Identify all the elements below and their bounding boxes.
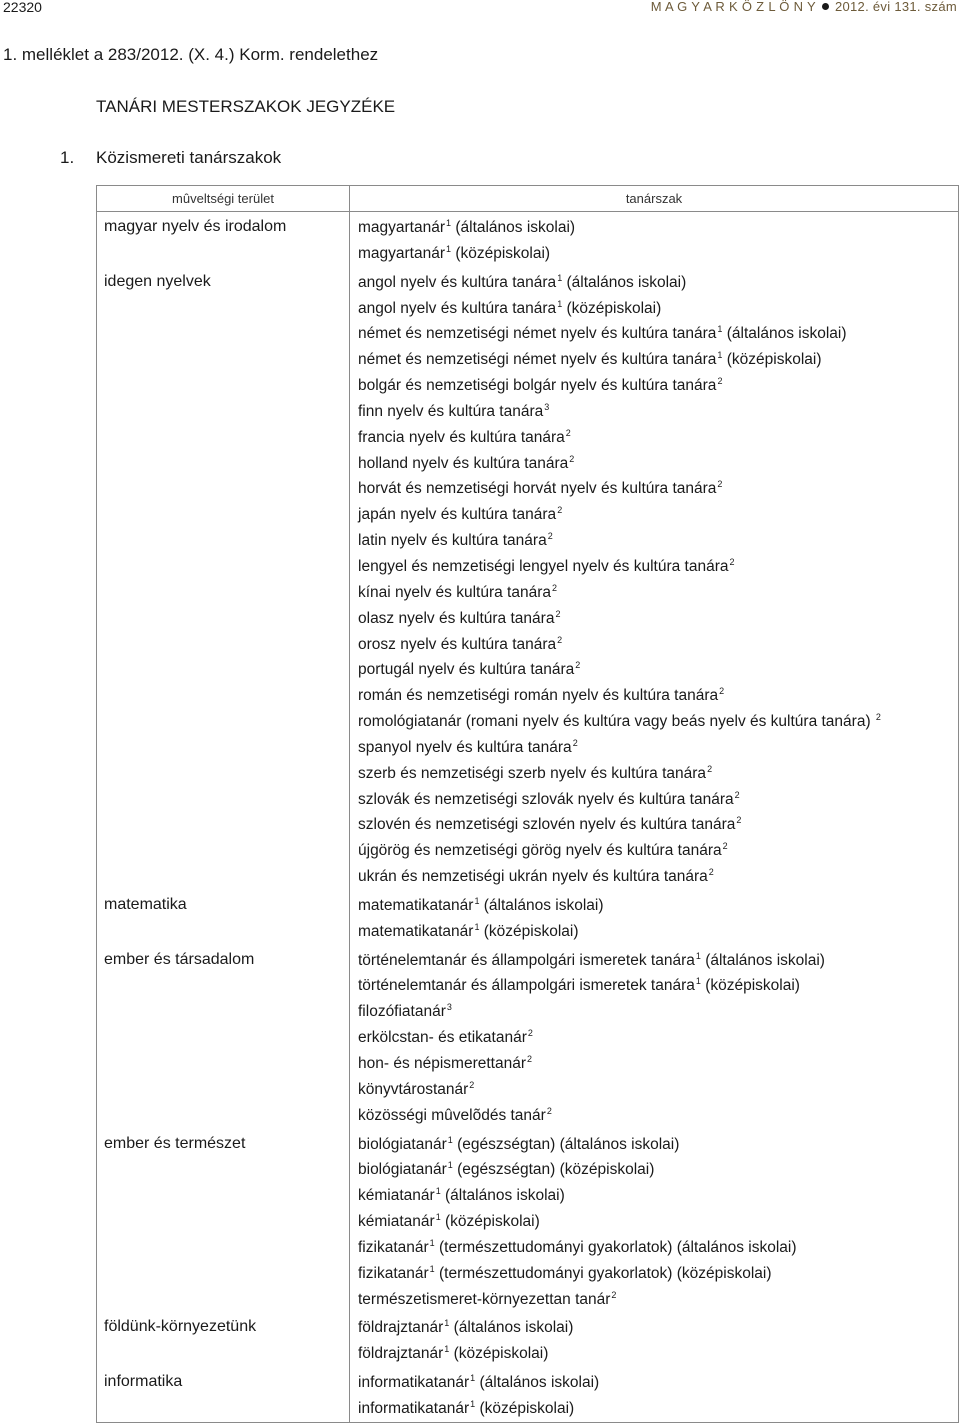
subject-name: kémiatanár [358,1187,435,1205]
subject-qualifier: (középiskolai) [449,1345,549,1363]
subject-qualifier: (középiskolai) [440,1213,540,1231]
footnote-mark: 1 [429,1263,435,1274]
journal-masthead [651,0,957,14]
subject-name: matematikatanár [358,896,474,914]
subject-item [350,528,958,554]
footnote-mark: 1 [446,218,452,228]
footnote-mark: 2 [717,376,723,387]
subject-name: földrajztanár [358,1319,444,1337]
footnote-mark: 1 [446,243,452,254]
table-header-row [97,186,959,212]
subject-item [350,632,958,658]
subject-item [350,1370,958,1396]
area-label: ember és társadalom [104,950,255,968]
subject-name: ukrán és nemzetiségi ukrán nyelv és kultúra tanára [358,868,708,886]
subject-item [350,973,958,999]
area-label: ember és természet [104,1134,246,1152]
subject-cell [350,1129,959,1313]
section-title: Közismereti tanárszakok [96,148,282,167]
subject-name: közösségi mûvelõdés tanár [358,1106,546,1124]
subject-qualifier: (általános iskolai) [479,896,604,914]
footnote-mark: 1 [717,350,723,361]
footnote-mark: 2 [719,686,725,697]
subject-name: szerb és nemzetiségi szerb nyelv és kultúra tanára [358,764,707,782]
area-label: matematika [104,895,187,913]
footnote-mark: 1 [435,1212,441,1223]
subject-qualifier: (természettudományi gyakorlatok) (általános iskolai) [434,1238,797,1256]
subject-item [350,425,958,451]
footnote-mark: 2 [557,634,563,645]
subject-qualifier: (természettudományi gyakorlatok) (középiskolai) [434,1264,772,1282]
subject-name: romológiatanár (romani nyelv és kultúra vagy beás nyelv és kultúra tanára) [358,713,875,731]
table-row [97,890,959,945]
footnote-mark: 3 [446,1002,452,1013]
area-cell [97,945,350,1129]
subject-qualifier: (általános iskolai) [475,1374,600,1392]
subject-cell [350,1367,959,1422]
subject-name: német és nemzetiségi német nyelv és kultúra tanára [358,325,717,343]
footnote-mark: 2 [575,660,581,671]
footnote-mark: 1 [474,921,480,932]
annex-title: 1. melléklet a 283/2012. (X. 4.) Korm. rendelethez [3,45,379,64]
subject-name: latin nyelv és kultúra tanára [358,532,547,550]
subject-name: angol nyelv és kultúra tanára [358,273,557,291]
subject-name: japán nyelv és kultúra tanára [358,506,557,524]
subject-name: portugál nyelv és kultúra tanára [358,661,575,679]
subject-item [350,683,958,709]
subject-item [350,1261,958,1287]
subject-item [350,1132,958,1158]
subject-name: fizikatanár [358,1264,429,1282]
subject-item [350,735,958,761]
subject-name: informatikatanár [358,1374,470,1392]
area-cell [97,1129,350,1313]
subject-name: bolgár és nemzetiségi bolgár nyelv és kultúra tanára [358,377,717,395]
subject-item [350,893,958,919]
subject-name: hon- és népismerettanár [358,1055,527,1072]
subject-name: történelemtanár és állampolgári ismeretek tanára [358,951,695,969]
footnote-mark: 2 [546,1105,552,1116]
area-label: földünk-környezetünk [104,1318,257,1336]
subject-name: francia nyelv és kultúra tanára [358,428,565,446]
footnote-mark: 1 [474,895,480,906]
area-label: informatika [104,1373,183,1391]
subject-item [350,787,958,813]
subject-item [350,554,958,580]
footnote-mark: 2 [569,453,575,464]
bullet-icon [822,3,829,10]
footnote-mark: 2 [552,582,558,593]
subject-item [350,919,958,945]
subject-item [350,1051,958,1077]
subject-name: biológiatanár [358,1135,447,1153]
subject-item [350,347,958,373]
subject-name: német és nemzetiségi német nyelv és kultúra tanára [358,351,717,369]
subject-item [350,1103,958,1129]
subject-item [350,1315,958,1341]
subject-name: román és nemzetiségi román nyelv és kultúra tanára [358,687,719,705]
subject-name: finn nyelv és kultúra tanára [358,402,544,420]
table-body [97,212,959,1423]
page-number: 22320 [3,0,42,15]
footnote-mark: 1 [717,324,723,335]
subject-item [350,1025,958,1051]
subject-qualifier: (általános iskolai) [449,1319,574,1337]
section-number: 1. [60,148,75,167]
area-cell [97,890,350,945]
subject-cell [350,890,959,945]
footnote-mark: 2 [572,737,578,748]
footnote-mark: 2 [734,789,740,800]
subject-item [350,321,958,347]
subject-name: magyartanár [358,219,446,236]
footnote-mark: 2 [547,531,553,542]
subject-item [350,1077,958,1103]
subject-item [350,838,958,864]
subject-name: orosz nyelv és kultúra tanára [358,635,557,653]
subject-qualifier: (középiskolai) [479,922,579,940]
footnote-mark: 3 [544,401,550,412]
subject-cell [350,212,959,267]
area-cell [97,267,350,890]
subject-qualifier: (egészségtan) (általános iskolai) [452,1135,680,1153]
journal-name: M A G Y A R K Ö Z L Ö N Y [650,0,816,14]
subject-item [350,761,958,787]
subject-name: biológiatanár [358,1161,447,1179]
subject-qualifier: (középiskolai) [700,977,800,995]
subject-name: lengyel és nemzetiségi lengyel nyelv és kultúra tanára [358,557,729,575]
subjects-table [96,185,959,1423]
footnote-mark: 1 [447,1160,453,1171]
page-header [0,0,960,20]
subject-item [350,502,958,528]
subject-qualifier: (középiskolai) [562,299,662,317]
subject-name: erkölcstan- és etikatanár [358,1029,527,1047]
subject-name: földrajztanár [358,1345,444,1363]
footnote-mark: 1 [557,298,563,309]
footnote-mark: 2 [555,608,561,619]
subject-qualifier: (középiskolai) [451,244,551,262]
footnote-mark: 1 [470,1373,476,1384]
area-label: idegen nyelvek [104,272,211,290]
footnote-mark: 2 [707,763,713,774]
footnote-mark: 1 [695,950,701,961]
subject-cell [350,1312,959,1367]
subject-name: fizikatanár [358,1238,429,1256]
subject-item [350,606,958,632]
subject-item [350,709,958,735]
table-row [97,212,959,267]
subject-item [350,451,958,477]
subject-item [350,948,958,974]
subject-name: magyartanár [358,244,446,262]
subject-name: kémiatanár [358,1213,435,1231]
footnote-mark: 2 [875,712,881,723]
subject-qualifier: (középiskolai) [722,351,822,369]
subject-name: matematikatanár [358,922,474,940]
section-heading [60,148,281,168]
subject-item [350,1396,958,1422]
footnote-mark: 2 [708,867,714,878]
footnote-mark: 1 [435,1186,441,1197]
footnote-mark: 1 [429,1237,435,1248]
table-row [97,267,959,890]
subject-qualifier: (általános iskolai) [440,1187,565,1205]
subject-qualifier: (általános iskolai) [451,219,576,236]
footnote-mark: 2 [469,1079,475,1090]
subject-item [350,1157,958,1183]
subject-item [350,657,958,683]
footnote-mark: 2 [527,1028,533,1039]
footnote-mark: 2 [565,427,571,438]
footnote-mark: 2 [722,841,728,852]
footnote-mark: 2 [611,1289,617,1300]
subject-qualifier: (középiskolai) [475,1399,575,1417]
subject-item [350,296,958,322]
footnote-mark: 1 [695,976,701,987]
table-row [97,1312,959,1367]
footnote-mark: 2 [729,556,735,567]
subject-item [350,241,958,267]
footnote-mark: 2 [717,479,723,490]
subject-qualifier: (általános iskolai) [722,325,847,343]
footnote-mark: 1 [470,1398,476,1409]
subject-item [350,270,958,296]
subject-name: filozófiatanár [358,1003,446,1021]
column-header-subject: tanárszak [350,186,959,212]
footnote-mark: 1 [447,1134,453,1145]
area-cell [97,212,350,267]
subject-item [350,999,958,1025]
document-title: TANÁRI MESTERSZAKOK JEGYZÉKE [96,97,396,116]
footnote-mark: 2 [736,815,742,826]
subject-name: szlovén és nemzetiségi szlovén nyelv és kultúra tanára [358,816,736,834]
subject-item [350,1341,958,1367]
area-cell [97,1312,350,1367]
subject-item [350,373,958,399]
subject-qualifier: (általános iskolai) [700,951,825,969]
subject-item [350,476,958,502]
subject-item [350,399,958,425]
subject-qualifier: (általános iskolai) [562,273,687,291]
footnote-mark: 1 [444,1344,450,1355]
subject-item [350,812,958,838]
subject-name: könyvtárostanár [358,1080,469,1098]
footnote-mark: 2 [557,505,563,516]
table-row [97,1129,959,1313]
subject-cell [350,267,959,890]
subject-name: olasz nyelv és kultúra tanára [358,609,555,627]
subject-name: történelemtanár és állampolgári ismeretek tanára [358,977,695,995]
area-cell [97,1367,350,1422]
footnote-mark: 1 [444,1318,450,1329]
issue-label: 2012. évi 131. szám [834,0,957,14]
subject-item [350,1183,958,1209]
subject-cell [350,945,959,1129]
subject-name: informatikatanár [358,1399,470,1417]
subject-item [350,1287,958,1313]
subject-item [350,580,958,606]
subject-name: kínai nyelv és kultúra tanára [358,583,551,601]
table-row [97,945,959,1129]
footnote-mark: 2 [527,1054,533,1064]
footnote-mark: 1 [557,272,563,283]
subject-name: spanyol nyelv és kultúra tanára [358,738,572,756]
column-header-area: mûveltségi terület [97,186,350,212]
subject-name: természetismeret-környezettan tanár [358,1290,611,1308]
subject-name: horvát és nemzetiségi horvát nyelv és kultúra tanára [358,480,717,498]
subject-name: holland nyelv és kultúra tanára [358,454,569,472]
subject-item [350,1235,958,1261]
subject-name: újgörög és nemzetiségi görög nyelv és kultúra tanára [358,842,722,860]
subject-item [350,1209,958,1235]
subject-name: angol nyelv és kultúra tanára [358,299,557,317]
area-label: magyar nyelv és irodalom [104,218,287,235]
table-row [97,1367,959,1422]
subject-qualifier: (egészségtan) (középiskolai) [452,1161,655,1179]
subject-name: szlovák és nemzetiségi szlovák nyelv és kultúra tanára [358,790,734,808]
subject-item [350,215,958,241]
subject-item [350,864,958,890]
